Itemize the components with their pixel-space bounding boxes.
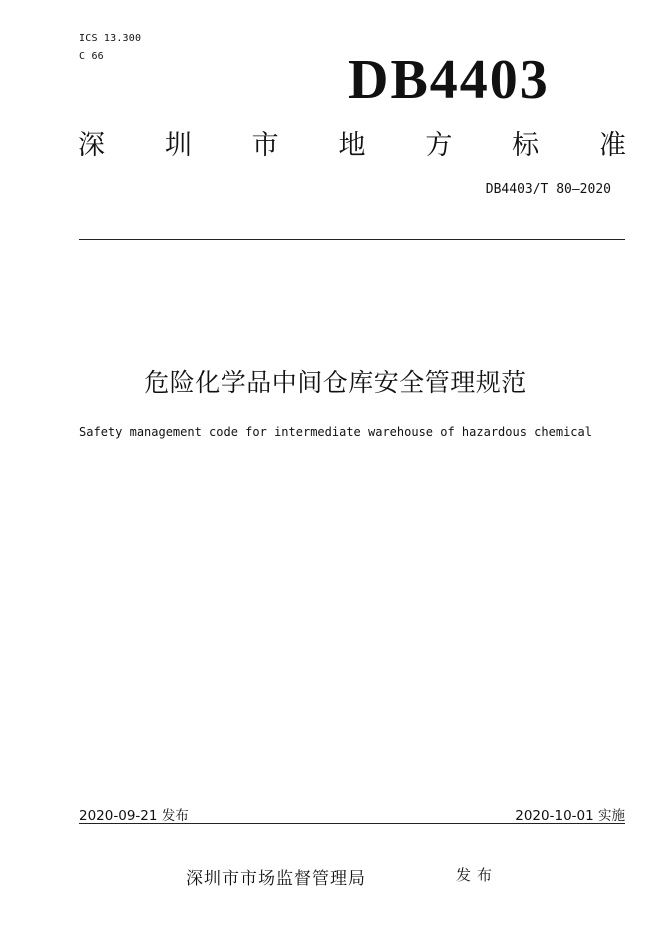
standard-type-char: 地 (338, 130, 366, 161)
standard-number: DB4403/T 80—2020 (485, 182, 611, 197)
document-title-english: Safety management code for intermediate warehouse of hazardous chemical (79, 425, 592, 439)
ics-code: ICS 13.300 (79, 33, 142, 44)
standard-type-heading (78, 128, 626, 164)
issue-date: 2020-09-21 发布 (79, 808, 189, 824)
top-divider (79, 239, 625, 240)
standard-type-char: 市 (251, 130, 279, 161)
standard-logo: DB4403 (348, 49, 550, 111)
standard-type-char: 准 (598, 130, 626, 161)
publisher-name: 深圳市市场监督管理局 (186, 869, 366, 889)
standard-type-char: 方 (425, 130, 453, 161)
classification-code: C 66 (79, 51, 104, 62)
publish-label: 发布 (456, 866, 499, 884)
bottom-divider (79, 823, 625, 824)
implementation-date: 2020-10-01 实施 (515, 808, 625, 824)
document-title-chinese: 危险化学品中间仓库安全管理规范 (144, 368, 527, 397)
standard-type-char: 标 (512, 130, 540, 161)
standard-type-char: 深 (78, 130, 105, 161)
standard-type-char: 圳 (164, 130, 192, 161)
